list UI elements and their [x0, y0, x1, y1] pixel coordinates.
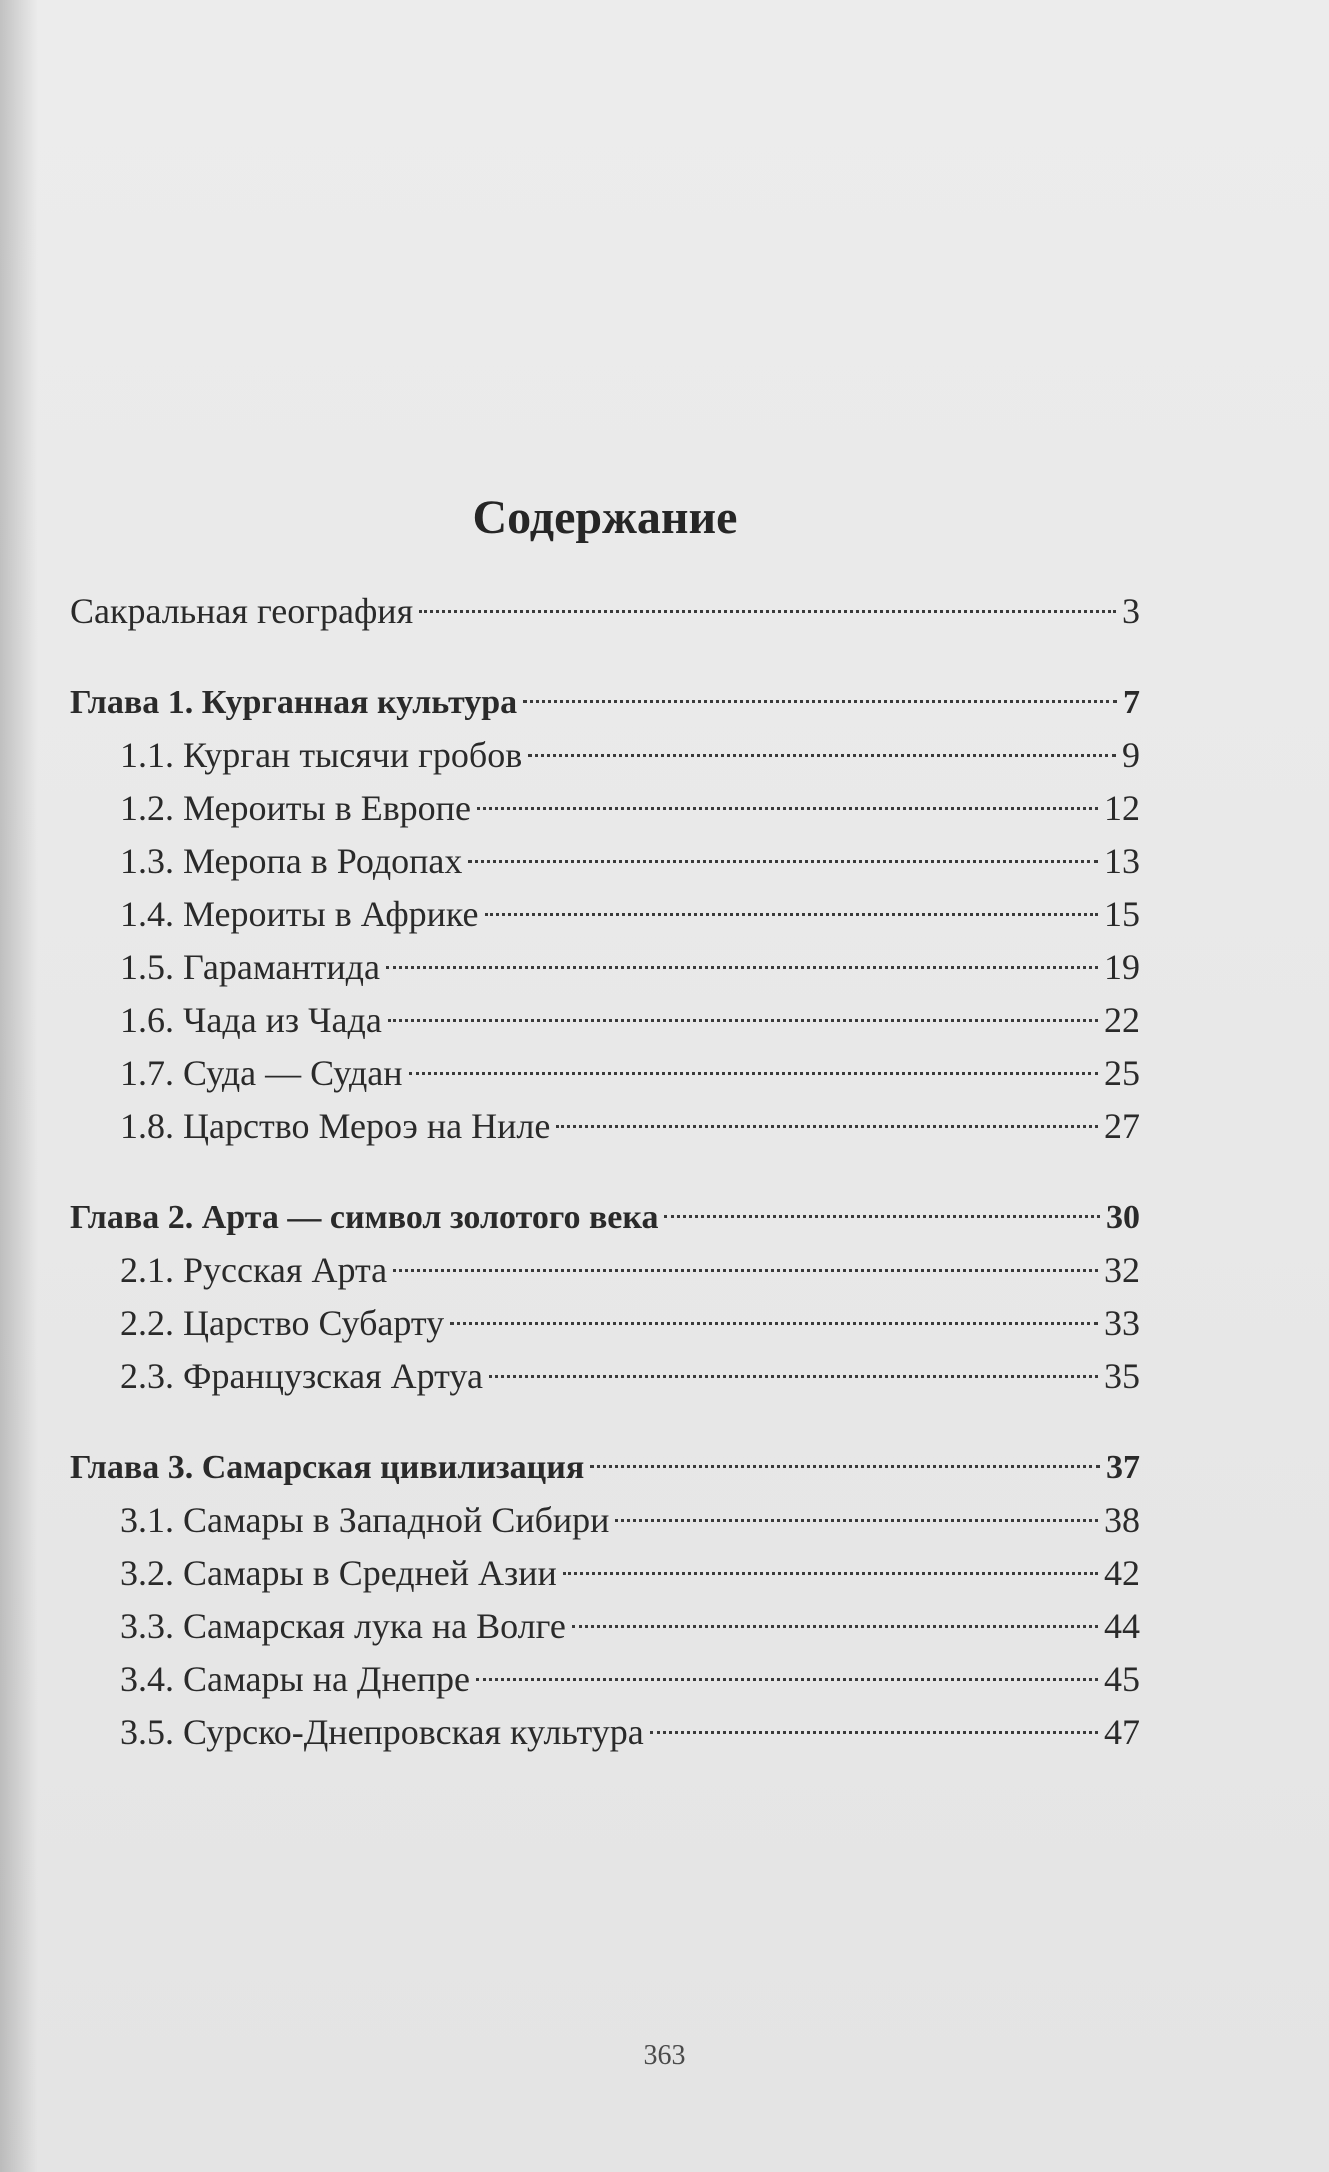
- section-title: 2.2. Царство Субарту: [120, 1303, 445, 1343]
- section-title: 1.1. Курган тысячи гробов: [120, 735, 523, 775]
- dot-leader: [477, 807, 1098, 810]
- section-page: 12: [1104, 788, 1140, 828]
- toc-section: [70, 1297, 1140, 1350]
- toc-chapter-1: [70, 676, 1140, 729]
- chapter-page: 30: [1106, 1199, 1140, 1236]
- toc-section: [70, 729, 1140, 782]
- section-page: 27: [1104, 1106, 1140, 1146]
- dot-leader: [388, 1019, 1098, 1022]
- section-page: 32: [1104, 1250, 1140, 1290]
- section-page: 42: [1104, 1553, 1140, 1593]
- toc-section: [70, 1706, 1140, 1759]
- section-title: 1.7. Суда — Судан: [120, 1053, 403, 1093]
- section-title: 1.2. Мероиты в Европе: [120, 788, 471, 828]
- dot-leader: [572, 1625, 1098, 1628]
- chapter-page: 7: [1123, 684, 1140, 721]
- toc-entry-label: Сакральная география: [70, 591, 414, 631]
- section-title: 2.3. Французская Артуа: [120, 1356, 483, 1396]
- section-title: 1.6. Чада из Чада: [120, 1000, 382, 1040]
- dot-leader: [615, 1519, 1098, 1522]
- table-of-contents: [70, 490, 1140, 1759]
- toc-section: [70, 1244, 1140, 1297]
- dot-leader: [664, 1215, 1100, 1218]
- toc-section: [70, 994, 1140, 1047]
- section-title: 1.4. Мероиты в Африке: [120, 894, 479, 934]
- section-page: 47: [1104, 1712, 1140, 1752]
- dot-leader: [476, 1678, 1098, 1681]
- dot-leader: [450, 1322, 1098, 1325]
- toc-entry-intro: [70, 585, 1140, 638]
- dot-leader: [556, 1125, 1098, 1128]
- dot-leader: [563, 1572, 1098, 1575]
- dot-leader: [419, 610, 1116, 613]
- dot-leader: [393, 1269, 1098, 1272]
- dot-leader: [468, 860, 1098, 863]
- toc-section: [70, 1047, 1140, 1100]
- toc-section: [70, 1600, 1140, 1653]
- section-title: 2.1. Русская Арта: [120, 1250, 388, 1290]
- toc-chapter-2: [70, 1191, 1140, 1244]
- section-page: 25: [1104, 1053, 1140, 1093]
- dot-leader: [386, 966, 1098, 969]
- chapter-title: Глава 1. Курганная культура: [70, 684, 518, 721]
- section-title: 3.2. Самары в Средней Азии: [120, 1553, 557, 1593]
- section-title: 1.5. Гарамантида: [120, 947, 380, 987]
- section-page: 38: [1104, 1500, 1140, 1540]
- toc-title: Содержание: [472, 491, 738, 544]
- toc-entry-page: 3: [1122, 591, 1140, 631]
- toc-section: [70, 835, 1140, 888]
- page-number: 363: [643, 2040, 686, 2071]
- chapter-page: 37: [1106, 1449, 1140, 1486]
- toc-section: [70, 941, 1140, 994]
- toc-section: [70, 1547, 1140, 1600]
- section-title: 3.3. Самарская лука на Волге: [120, 1606, 566, 1646]
- section-page: 44: [1104, 1606, 1140, 1646]
- section-page: 9: [1122, 735, 1140, 775]
- toc-section: [70, 888, 1140, 941]
- toc-section: [70, 1653, 1140, 1706]
- toc-section: [70, 1350, 1140, 1403]
- section-title: 1.3. Меропа в Родопах: [120, 841, 463, 881]
- dot-leader: [489, 1375, 1098, 1378]
- section-title: 3.5. Сурско-Днепровская культура: [120, 1712, 644, 1752]
- chapter-title: Глава 2. Арта — символ золотого века: [70, 1199, 659, 1236]
- chapter-title: Глава 3. Самарская цивилизация: [70, 1449, 585, 1486]
- section-title: 3.4. Самары на Днепре: [120, 1659, 470, 1699]
- section-page: 15: [1104, 894, 1140, 934]
- toc-chapter-3: [70, 1441, 1140, 1494]
- section-page: 13: [1104, 841, 1140, 881]
- section-page: 45: [1104, 1659, 1140, 1699]
- toc-section: [70, 1100, 1140, 1153]
- dot-leader: [528, 754, 1116, 757]
- dot-leader: [409, 1072, 1098, 1075]
- section-title: 1.8. Царство Мероэ на Ниле: [120, 1106, 551, 1146]
- section-page: 33: [1104, 1303, 1140, 1343]
- section-page: 22: [1104, 1000, 1140, 1040]
- spine-shadow: [0, 0, 38, 2172]
- toc-section: [70, 1494, 1140, 1547]
- dot-leader: [650, 1731, 1098, 1734]
- dot-leader: [485, 913, 1099, 916]
- section-title: 3.1. Самары в Западной Сибири: [120, 1500, 610, 1540]
- section-page: 35: [1104, 1356, 1140, 1396]
- dot-leader: [523, 700, 1117, 703]
- dot-leader: [590, 1465, 1100, 1468]
- toc-section: [70, 782, 1140, 835]
- section-page: 19: [1104, 947, 1140, 987]
